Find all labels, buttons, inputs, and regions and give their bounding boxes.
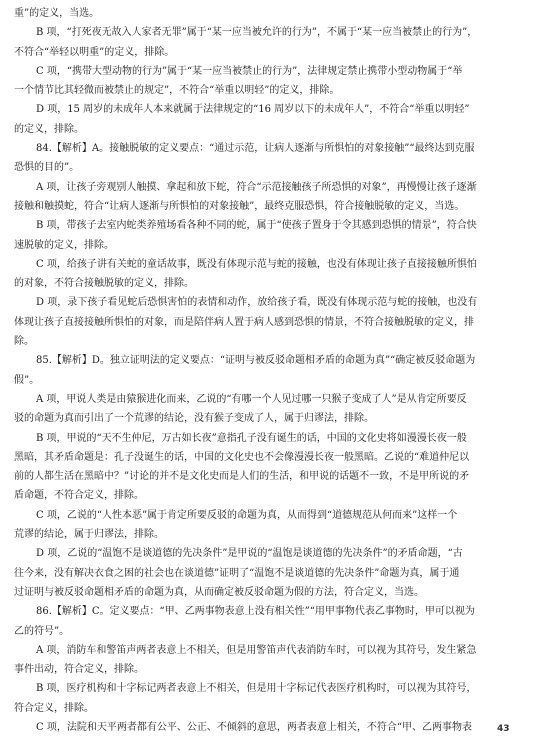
text-line: 假”。 <box>14 374 40 386</box>
document-body <box>14 4 524 737</box>
text-line: 不符合“举轻以明重”的定义，排除。 <box>14 46 175 58</box>
text-line: C 项，“携带大型动物的行为”属于“某一应当被禁止的行为”，法律规定禁止携带小型动物属于“举 <box>36 65 463 77</box>
text-line: B 项，医疗机构和十字标记两者表意上不相关，但是用十字标记代表医疗机构时，可以视为其符号， <box>36 683 477 695</box>
text-line: 符合定义，排除。 <box>14 702 94 714</box>
text-line: 除。 <box>14 336 34 348</box>
text-line: 前的人都生活在黑暗中？”讨论的并不是文化史而是人们的生活，和甲说的话题不一致，不是甲所说的矛 <box>14 471 470 483</box>
text-line: 事件出动，符合定义，排除。 <box>14 664 144 676</box>
text-line: 往今来，没有解决衣食之困的社会也在谈道德”证明了“温饱不是谈道德的先决条件”命题为真，属于通 <box>14 567 460 579</box>
text-line: 的定义，排除。 <box>14 123 84 135</box>
text-line: 速脱敏的定义，排除。 <box>14 239 114 251</box>
text-line: 恐惧的目的”。 <box>14 162 80 174</box>
text-line: C 项，法院和天平两者都有公平、公正、不倾斜的意思，两者表意上相关，不符合“甲、乙两事物表 <box>36 721 472 733</box>
text-line: 体现让孩子直接接触所惧怕的对象，而是陪伴病人置于病人感到恐惧的情景，不符合接触脱敏的定义，排 <box>14 316 474 328</box>
text-line: D 项，乙说的“温饱不是谈道德的先决条件”是甲说的“温饱是谈道德的先决条件”的矛盾命题，“古 <box>36 548 463 560</box>
text-line: C 项，乙说的“人性本恶”属于肯定所要反驳的命题为真，从而得到“道德规范从何而来”这样一个 <box>36 509 458 521</box>
text-line: D 项，录下孩子看见蛇后恐惧害怕的表情和动作，放给孩子看，既没有体现示范与蛇的接触，也没有 <box>36 297 478 309</box>
text-line: B 项，甲说的“天不生仲尼，万古如长夜”意指孔子没有诞生的话，中国的文化史将如漫漫长夜一般 <box>36 432 467 444</box>
text-line: B 项，带孩子去室内蛇类养殖场看各种不同的蛇，属于“使孩子置身于令其感到恐惧的情景”，符合快 <box>36 220 477 232</box>
text-line: 接触和触摸蛇，符合“让病人逐渐与所惧怕的对象接触”，最终克服恐惧，符合接触脱敏的定义，当选。 <box>14 200 465 212</box>
text-line: 黑暗，其矛盾命题是：孔子没诞生的话，中国的文化史也不会像漫漫长夜一般黑暗。乙说的“难道仲尼以 <box>14 451 470 463</box>
text-line: 的对象，不符合接触脱敏的定义，排除。 <box>14 278 194 290</box>
text-line: 盾命题，不符合定义，排除。 <box>14 490 144 502</box>
text-line: 乙的符号”。 <box>14 625 70 637</box>
text-line: D 项，15 周岁的未成年人本来就属于法律规定的“16 周岁以下的未成年人”，不符合“举重以明轻” <box>36 104 470 116</box>
page-number: 43 <box>497 724 510 734</box>
text-line: C 项，给孩子讲有关蛇的童话故事，既没有体现示范与蛇的接触，也没有体现让孩子直接接触所惧怕 <box>36 258 477 270</box>
text-line: 85.【解析】D。独立证明法的定义要点：“证明与被反驳命题相矛盾的命题为真”“确定被反驳命题为 <box>36 355 476 367</box>
text-line: A 项，让孩子旁观别人触摸、拿起和放下蛇，符合“示范接触孩子所恐惧的对象”，再慢慢让孩子逐渐 <box>36 181 477 193</box>
text-line: 86.【解析】C。定义要点：“甲、乙两事物表意上没有相关性”“用甲事物代表乙事物时，甲可以视为 <box>36 606 475 618</box>
text-line: 驳的命题为真而引出了一个荒谬的结论，没有猴子变成了人，属于归谬法，排除。 <box>14 413 374 425</box>
text-line: 一个情节比其轻微而被禁止的规定”，不符合“举重以明轻”的定义，排除。 <box>14 85 340 97</box>
text-line: B 项，“打死夜无故入人家者无罪”属于“某一应当被允许的行为”，不属于“某一应当被禁止的行为”， <box>36 27 478 39</box>
text-line: 重”的定义，当选。 <box>14 8 100 19</box>
text-line: 84.【解析】A。接触脱敏的定义要点：“通过示范，让病人逐渐与所惧怕的对象接触”“最终达到克服 <box>36 143 475 155</box>
text-line: 过证明与被反驳命题相矛盾的命题为真，从而确定被反驳命题为假的方法，符合定义，当选。 <box>14 586 424 598</box>
text-line: 荒谬的结论，属于归谬法，排除。 <box>14 529 164 541</box>
text-line: A 项，甲说人类是由猿猴进化而来，乙说的“有哪一个人见过哪一只猴子变成了人”是从肯定所要反 <box>36 393 467 405</box>
text-line: A 项，消防车和警笛声两者表意上不相关，但是用警笛声代表消防车时，可以视为其符号，发生紧急 <box>36 644 477 656</box>
